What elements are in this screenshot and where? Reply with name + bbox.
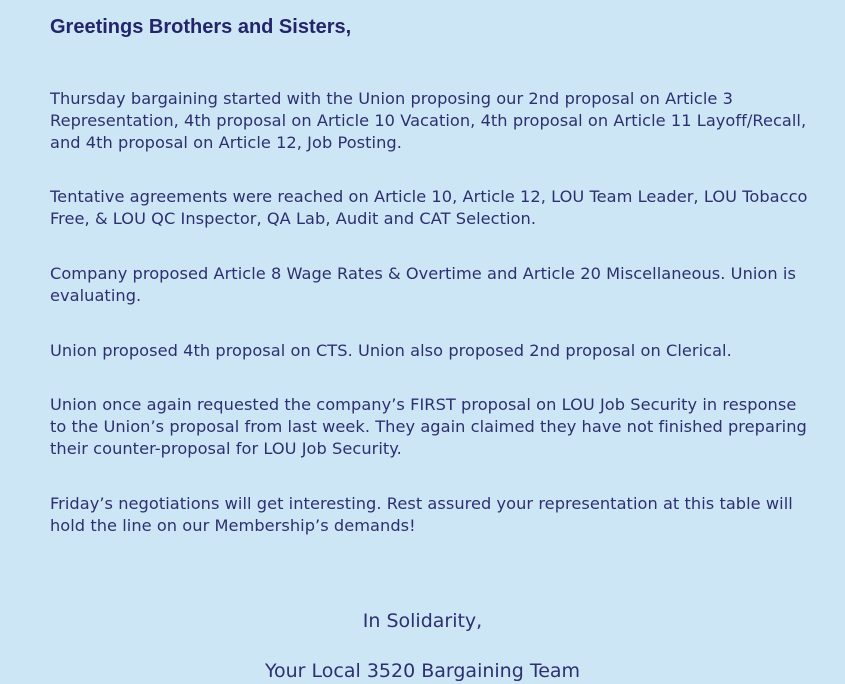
paragraph-bargaining-start: Thursday bargaining started with the Union proposing our 2nd proposal on Article 3 Representation, 4th proposal on Article 10 Vacation, 4th proposal on Article 11 Layoff/Recall, and 4th proposal on Article 12, Job Posting. <box>50 89 807 152</box>
paragraph-job-security: Union once again requested the company’s FIRST proposal on LOU Job Security in response to the Union’s proposal from last week. They again claimed they have not finished preparing their counter-proposal for LOU Job Security. <box>50 395 807 458</box>
paragraph-company-proposal: Company proposed Article 8 Wage Rates & Overtime and Article 20 Miscellaneous. Union is evaluating. <box>50 263 796 305</box>
closing-salutation: In Solidarity, <box>362 610 483 632</box>
closing-signature: Your Local 3520 Bargaining Team <box>264 660 581 682</box>
letter-body <box>50 14 810 569</box>
greeting-heading: Greetings Brothers and Sisters, <box>50 16 352 38</box>
paragraph-union-proposal: Union proposed 4th proposal on CTS. Union also proposed 2nd proposal on Clerical. <box>50 340 732 360</box>
paragraph-friday: Friday’s negotiations will get interesting. Rest assured your representation at this table will hold the line on our Membership’s demands! <box>50 493 793 535</box>
paragraph-tentative-agreements: Tentative agreements were reached on Article 10, Article 12, LOU Team Leader, LOU Tobacco Free, & LOU QC Inspector, QA Lab, Audit and CAT Selection. <box>50 187 808 229</box>
